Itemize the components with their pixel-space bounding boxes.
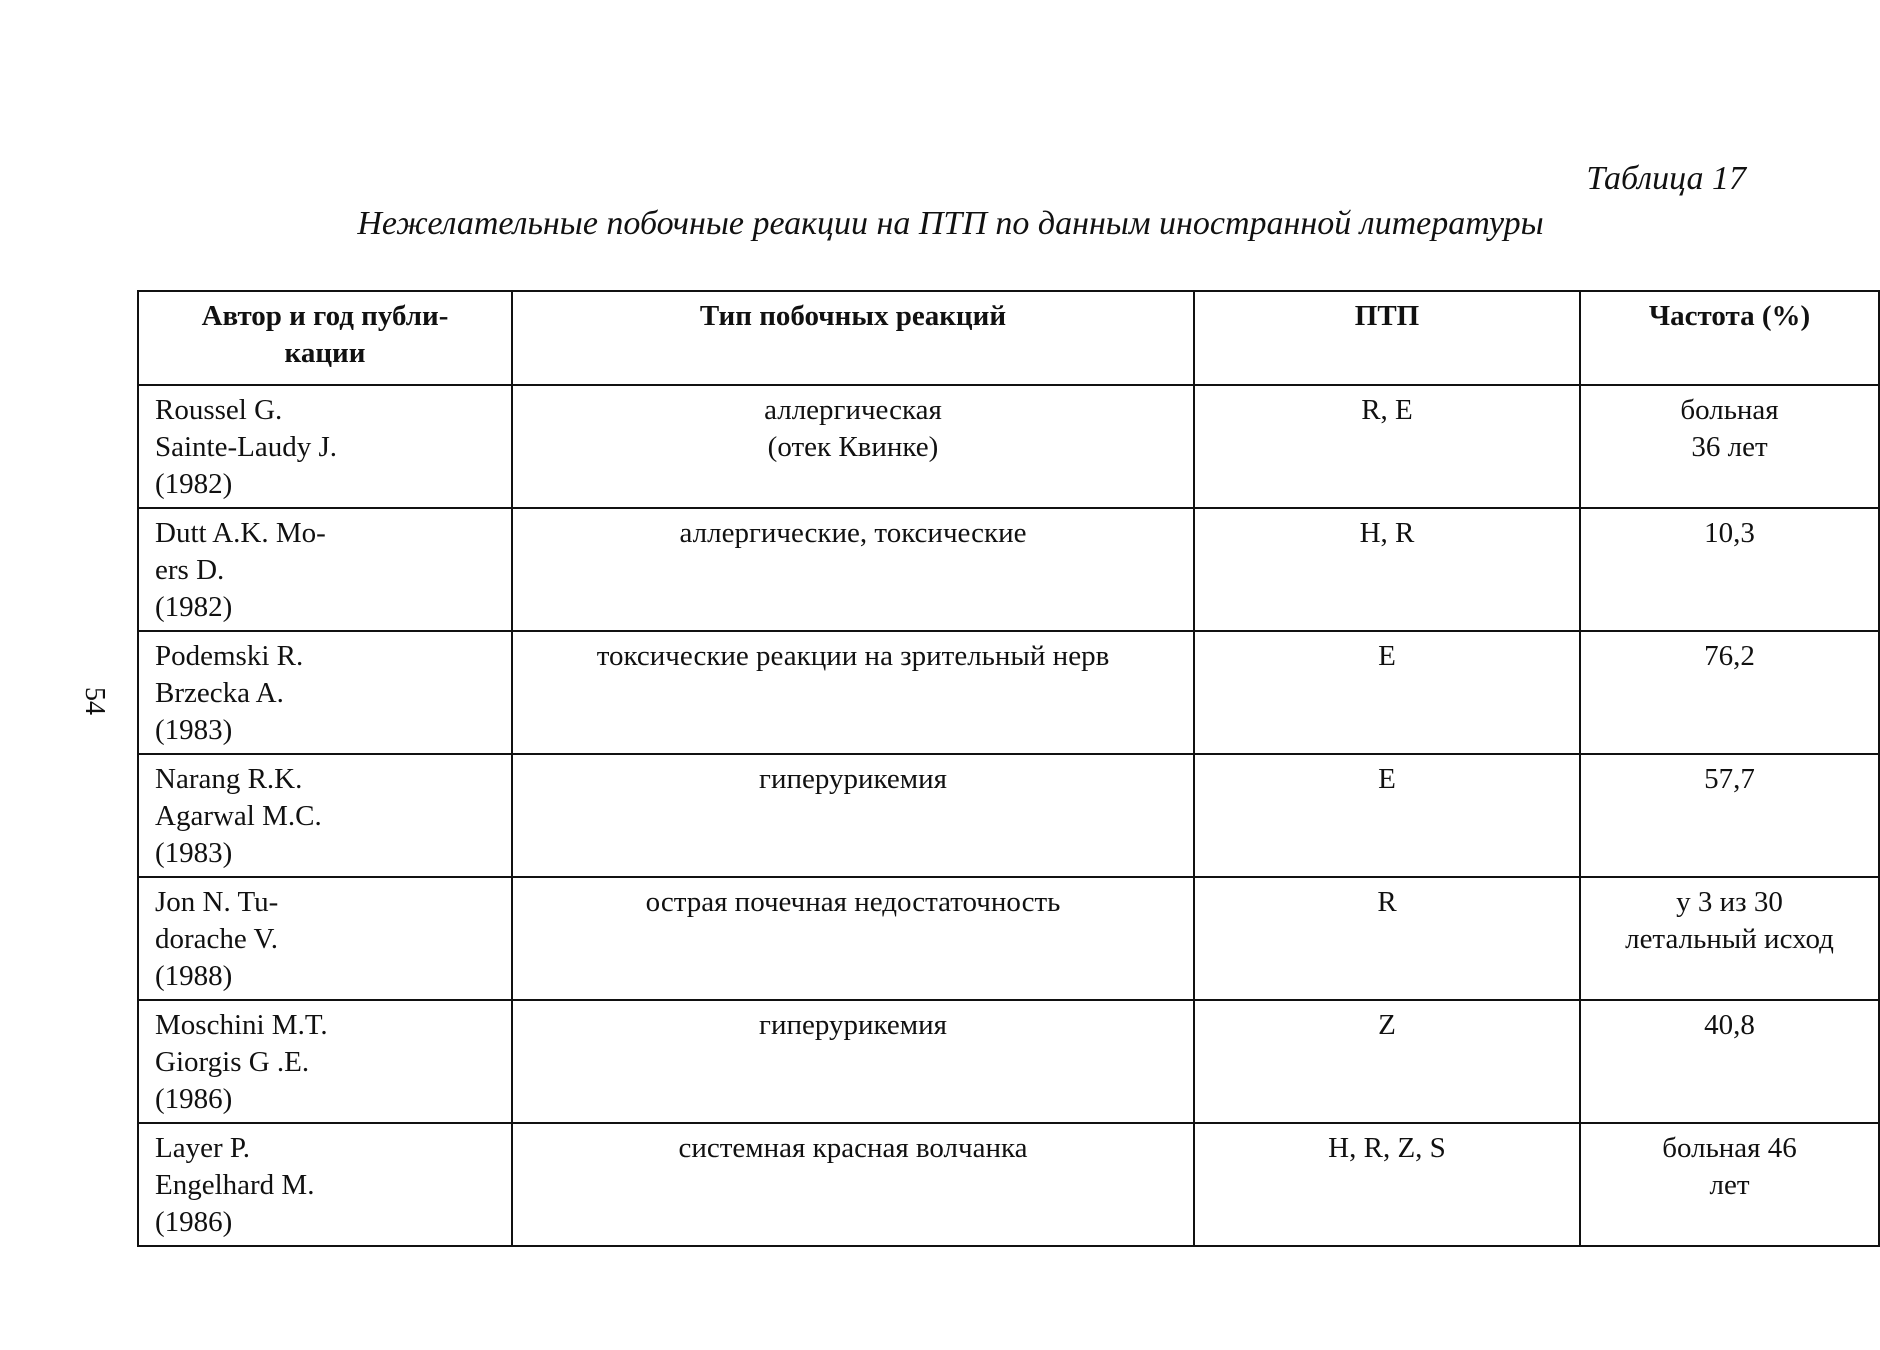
cell-frequency [1580, 631, 1879, 754]
cell-author-line: (1982) [155, 591, 233, 623]
cell-author [138, 508, 512, 631]
cell-ptp: E [1194, 631, 1580, 754]
table-row [138, 877, 1879, 1000]
table-row [138, 1123, 1879, 1246]
table-row [138, 1000, 1879, 1123]
cell-reaction-type [512, 1000, 1194, 1123]
cell-reaction-type-line: гиперурикемия [759, 1009, 947, 1041]
cell-reaction-type [512, 877, 1194, 1000]
cell-ptp: H, R, Z, S [1194, 1123, 1580, 1246]
cell-ptp: R [1194, 877, 1580, 1000]
cell-author-line: Moschini M.T. [155, 1009, 328, 1041]
cell-author [138, 385, 512, 508]
page-number: 54 [79, 687, 110, 715]
cell-frequency-line: 57,7 [1704, 763, 1755, 795]
cell-frequency-line: летальный исход [1625, 923, 1834, 955]
cell-author-line: Agarwal M.C. [155, 800, 322, 832]
table-body [138, 385, 1879, 1246]
cell-author [138, 631, 512, 754]
cell-reaction-type-line: (отек Квинке) [767, 431, 939, 463]
table-caption: Нежелательные побочные реакции на ПТП по данным иностранной литературы [357, 205, 1544, 242]
cell-frequency [1580, 1000, 1879, 1123]
cell-author-line: Engelhard M. [155, 1169, 315, 1201]
cell-author-line: Dutt A.K. Mo- [155, 517, 326, 549]
table-label: Таблица 17 [1586, 160, 1746, 197]
header-author-line: кации [284, 337, 366, 369]
header-row [138, 291, 1879, 385]
header-author [138, 291, 512, 385]
cell-frequency-line: 36 лет [1691, 431, 1768, 463]
cell-frequency [1580, 754, 1879, 877]
cell-frequency-line: 40,8 [1704, 1009, 1755, 1041]
cell-author-line: (1982) [155, 468, 233, 500]
cell-author-line: Podemski R. [155, 640, 304, 672]
cell-frequency-line: больная [1680, 394, 1779, 426]
cell-author-line: Sainte-Laudy J. [155, 431, 338, 463]
cell-reaction-type [512, 754, 1194, 877]
cell-author-line: (1986) [155, 1206, 233, 1238]
cell-reaction-type-line: системная красная волчанка [678, 1132, 1028, 1164]
table-row [138, 385, 1879, 508]
cell-ptp: R, E [1194, 385, 1580, 508]
cell-reaction-type-line: аллергическая [764, 394, 942, 426]
cell-frequency [1580, 1123, 1879, 1246]
adverse-reactions-table [137, 290, 1880, 1247]
cell-frequency [1580, 508, 1879, 631]
cell-author-line: Roussel G. [155, 394, 283, 426]
header-type: Тип побочных реакций [512, 291, 1194, 385]
cell-frequency-line: больная 46 [1662, 1132, 1797, 1164]
cell-author [138, 1000, 512, 1123]
cell-author [138, 877, 512, 1000]
cell-ptp: Z [1194, 1000, 1580, 1123]
cell-frequency-line: 76,2 [1704, 640, 1755, 672]
table-row [138, 508, 1879, 631]
cell-reaction-type [512, 631, 1194, 754]
cell-author-line: (1983) [155, 714, 233, 746]
cell-reaction-type-line: острая почечная недостаточность [645, 886, 1061, 918]
header-author-line: Автор и год публи- [201, 300, 449, 332]
cell-frequency [1580, 877, 1879, 1000]
cell-reaction-type-line: гиперурикемия [759, 763, 947, 795]
cell-author-line: ers D. [155, 554, 225, 586]
cell-reaction-type-line: аллергические, токсические [679, 517, 1027, 549]
cell-author [138, 754, 512, 877]
cell-reaction-type [512, 508, 1194, 631]
cell-author-line: dorache V. [155, 923, 278, 955]
cell-author [138, 1123, 512, 1246]
header-frequency: Частота (%) [1580, 291, 1879, 385]
cell-author-line: (1986) [155, 1083, 233, 1115]
cell-author-line: Giorgis G .E. [155, 1046, 310, 1078]
cell-author-line: (1983) [155, 837, 233, 869]
cell-frequency-line: у 3 из 30 [1676, 886, 1783, 918]
table-row [138, 754, 1879, 877]
cell-author-line: Brzecka A. [155, 677, 284, 709]
cell-author-line: (1988) [155, 960, 233, 992]
header-ptp: ПТП [1194, 291, 1580, 385]
cell-reaction-type-line: токсические реакции на зрительный нерв [596, 640, 1110, 672]
cell-frequency-line: 10,3 [1704, 517, 1755, 549]
cell-author-line: Jon N. Tu- [155, 886, 279, 918]
cell-ptp: E [1194, 754, 1580, 877]
cell-reaction-type [512, 1123, 1194, 1246]
cell-frequency-line: лет [1709, 1169, 1750, 1201]
table-row [138, 631, 1879, 754]
cell-frequency [1580, 385, 1879, 508]
cell-ptp: H, R [1194, 508, 1580, 631]
cell-author-line: Layer P. [155, 1132, 251, 1164]
cell-author-line: Narang R.K. [155, 763, 303, 795]
cell-reaction-type [512, 385, 1194, 508]
